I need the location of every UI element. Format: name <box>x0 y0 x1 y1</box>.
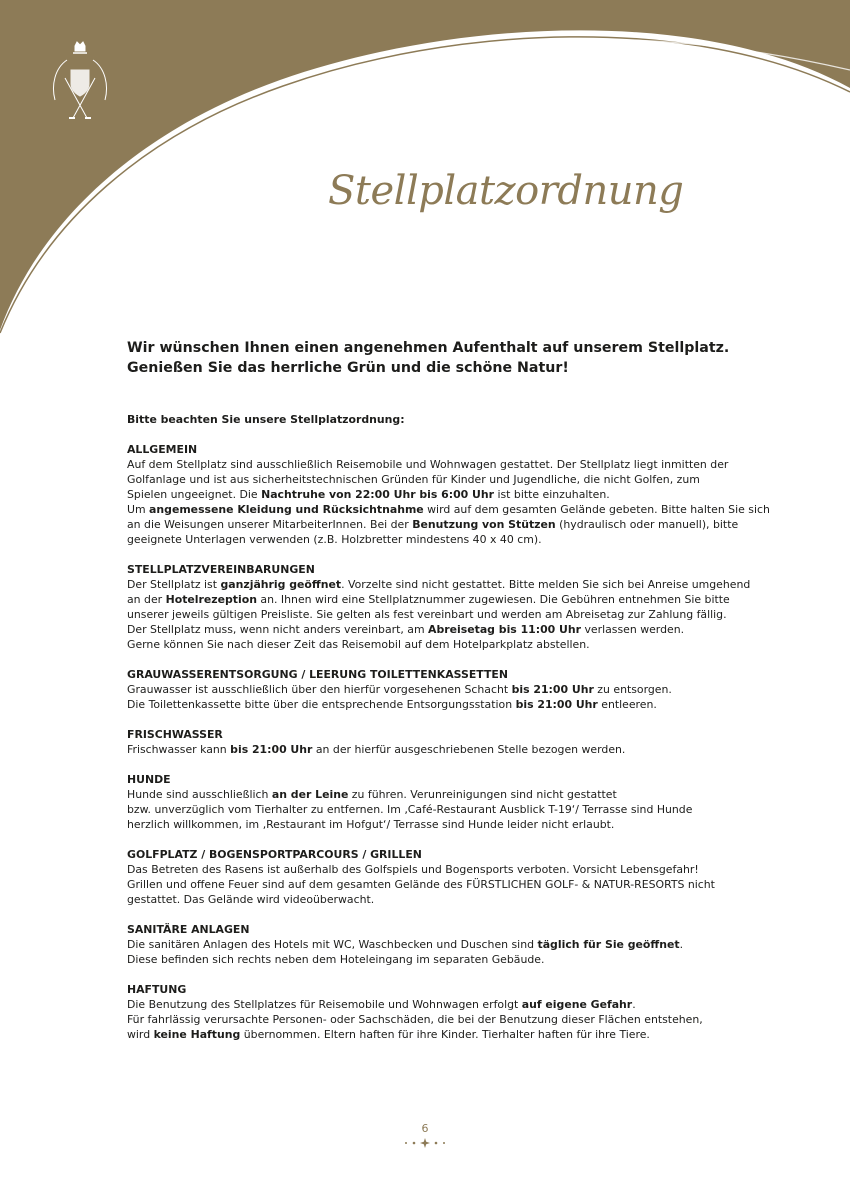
section-body: Grauwasser ist ausschließlich über den hierfür vorgesehenen Schacht bis 21:00 Uhr zu entsorgen. Die Toilettenkassette bitte über die entsprechende Entsorgungsstation bis 21:00 Uhr entleeren. <box>127 683 672 711</box>
section-allgemein <box>127 442 770 547</box>
section-hunde <box>127 772 737 832</box>
star-ornament-icon <box>403 1138 447 1148</box>
crest-logo-icon <box>45 40 115 125</box>
lead-line: Genießen Sie das herrliche Grün und die schöne Natur! <box>127 360 569 376</box>
section-heading: GRAUWASSERENTSORGUNG / LEERUNG TOILETTENKASSETTEN <box>127 668 508 681</box>
section-heading: STELLPLATZVEREINBARUNGEN <box>127 563 315 576</box>
section-heading: SANITÄRE ANLAGEN <box>127 923 250 936</box>
section-frischwasser <box>127 727 737 757</box>
section-heading: HUNDE <box>127 773 171 786</box>
section-body: Auf dem Stellplatz sind ausschließlich Reisemobile und Wohnwagen gestattet. Der Stellplatz liegt inmitten der Golfanlage und ist aus sicherheitstechnischen Gründen für Kinder und Jugendliche, die nicht Golfen, zum Spielen ungeeignet. Die Nachtruhe von 22:00 Uhr bis 6:00 Uhr ist bitte einzuhalten. Um angemessene Kleidung und Rücksichtnahme wird auf dem gesamten Gelände gebeten. Bitte halten Sie sich an die Weisungen unserer MitarbeiterInnen. Bei der Benutzung von Stützen (hydraulisch oder manuell), bitte geeignete Unterlagen verwenden (z.B. Holzbretter mindestens 40 x 40 cm). <box>127 458 770 546</box>
section-sanitaere-anlagen <box>127 922 737 967</box>
lead-line: Wir wünschen Ihnen einen angenehmen Aufenthalt auf unserem Stellplatz. <box>127 340 730 356</box>
section-grauwasser <box>127 667 737 712</box>
section-heading: GOLFPLATZ / BOGENSPORTPARCOURS / GRILLEN <box>127 848 422 861</box>
section-body: Der Stellplatz ist ganzjährig geöffnet. Vorzelte sind nicht gestattet. Bitte melden Sie sich bei Anreise umgehend an der Hotelrezeption an. Ihnen wird eine Stellplatznummer zugewiesen. Die Gebühren entnehmen Sie bitte unserer jeweils gültigen Preisliste. Sie gelten als fest vereinbart und werden am Abreisetag zur Zahlung fällig. Der Stellplatz muss, wenn nicht anders vereinbart, am Abreisetag bis 11:00 Uhr verlassen werden. Gerne können Sie nach dieser Zeit das Reisemobil auf dem Hotelparkplatz abstellen. <box>127 578 751 651</box>
page-title: Stellplatzordnung <box>328 168 684 214</box>
section-body: Hunde sind ausschließlich an der Leine zu führen. Verunreinigungen sind nicht gestattet bzw. unverzüglich vom Tierhalter zu entfernen. Im ‚Café-Restaurant Ausblick T-19‘/ Terrasse sind Hunde herzlich willkommen, im ‚Restaurant im Hofgut‘/ Terrasse sind Hunde leider nicht erlaubt. <box>127 788 693 831</box>
section-heading: HAFTUNG <box>127 983 187 996</box>
section-stellplatzvereinbarungen <box>127 562 751 652</box>
section-heading: FRISCHWASSER <box>127 728 223 741</box>
page-number: 6 <box>421 1122 429 1135</box>
section-heading: ALLGEMEIN <box>127 443 198 456</box>
intro-text: Bitte beachten Sie unsere Stellplatzordnung: <box>127 413 405 426</box>
lead-text <box>127 338 737 378</box>
section-golfplatz <box>127 847 737 907</box>
section-body: Die Benutzung des Stellplatzes für Reisemobile und Wohnwagen erfolgt auf eigene Gefahr. Für fahrlässig verursachte Personen- oder Sachschäden, die bei der Benutzung dieser Flächen entstehen, wird keine Haftung übernommen. Eltern haften für ihre Kinder. Tierhalter haften für ihre Tiere. <box>127 998 703 1041</box>
section-body: Die sanitären Anlagen des Hotels mit WC, Waschbecken und Duschen sind täglich für Sie geöffnet. Diese befinden sich rechts neben dem Hoteleingang im separaten Gebäude. <box>127 938 684 966</box>
document-body <box>127 338 770 1057</box>
section-haftung <box>127 982 737 1042</box>
section-body: Das Betreten des Rasens ist außerhalb des Golfspiels und Bogensports verboten. Vorsicht Lebensgefahr! Grillen und offene Feuer sind auf dem gesamten Gelände des FÜRSTLICHEN GOLF- & NATUR-RESORTS nicht gestattet. Das Gelände wird videoüberwacht. <box>127 863 715 906</box>
section-body: Frischwasser kann bis 21:00 Uhr an der hierfür ausgeschriebenen Stelle bezogen werden. <box>127 743 626 756</box>
